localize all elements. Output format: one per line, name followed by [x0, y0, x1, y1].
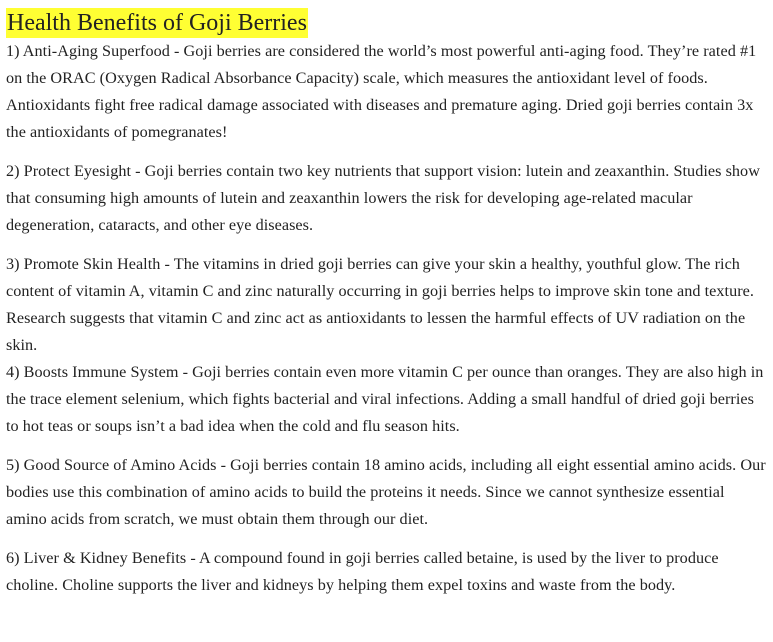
section-text: Goji berries contain two key nutrients that support vision: lutein and zeaxanthin. Studies show that consuming high amounts of lutein and zeaxanthin lowers the risk for developing age-related macular degeneration, cataracts, and other eye diseases.	[6, 162, 760, 234]
section-text: Goji berries contain 18 amino acids, including all eight essential amino acids. Our bodies use this combination of amino acids to build the proteins it needs. Since we cannot synthesize essential amino acids from scratch, we must obtain them through our diet.	[6, 456, 766, 528]
section-heading: 4) Boosts Immune System -	[6, 363, 193, 381]
section-text: A compound found in goji berries called betaine, is used by the liver to produce choline. Choline supports the liver and kidneys by helping them expel toxins and waste from the body.	[6, 549, 719, 594]
section-text: Goji berries contain even more vitamin C per ounce than oranges. They are also high in the trace element selenium, which fights bacterial and viral infections. Adding a small handful of dried goji berries to hot teas or soups isn’t a bad idea when the cold and flu season hits.	[6, 363, 764, 435]
article-body	[6, 38, 767, 599]
section-heading: 5) Good Source of Amino Acids -	[6, 456, 231, 474]
section-immune-system	[6, 359, 767, 440]
section-heading: 6) Liver & Kidney Benefits -	[6, 549, 199, 567]
section-eyesight	[6, 158, 767, 239]
section-heading: 2) Protect Eyesight -	[6, 162, 145, 180]
section-heading: 3) Promote Skin Health -	[6, 255, 174, 273]
page-title: Health Benefits of Goji Berries	[7, 10, 307, 36]
section-liver-kidney	[6, 545, 767, 599]
section-text: Goji berries are considered the world’s most powerful anti-aging food. They’re rated #1 on the ORAC (Oxygen Radical Absorbance Capacity) scale, which measures the antioxidant level of foods. Antioxidants fight free radical damage associated with diseases and premature aging. Dried goji berries contain 3x the antioxidants of pomegranates!	[6, 42, 757, 141]
section-skin-health	[6, 251, 767, 359]
section-heading: 1) Anti-Aging Superfood -	[6, 42, 184, 60]
section-amino-acids	[6, 452, 767, 533]
section-anti-aging	[6, 38, 767, 146]
section-text: The vitamins in dried goji berries can give your skin a healthy, youthful glow. The rich content of vitamin A, vitamin C and zinc naturally occurring in goji berries helps to improve skin tone and texture. Research suggests that vitamin C and zinc act as antioxidants to lessen the harmful effects of UV radiation on the skin.	[6, 255, 754, 354]
